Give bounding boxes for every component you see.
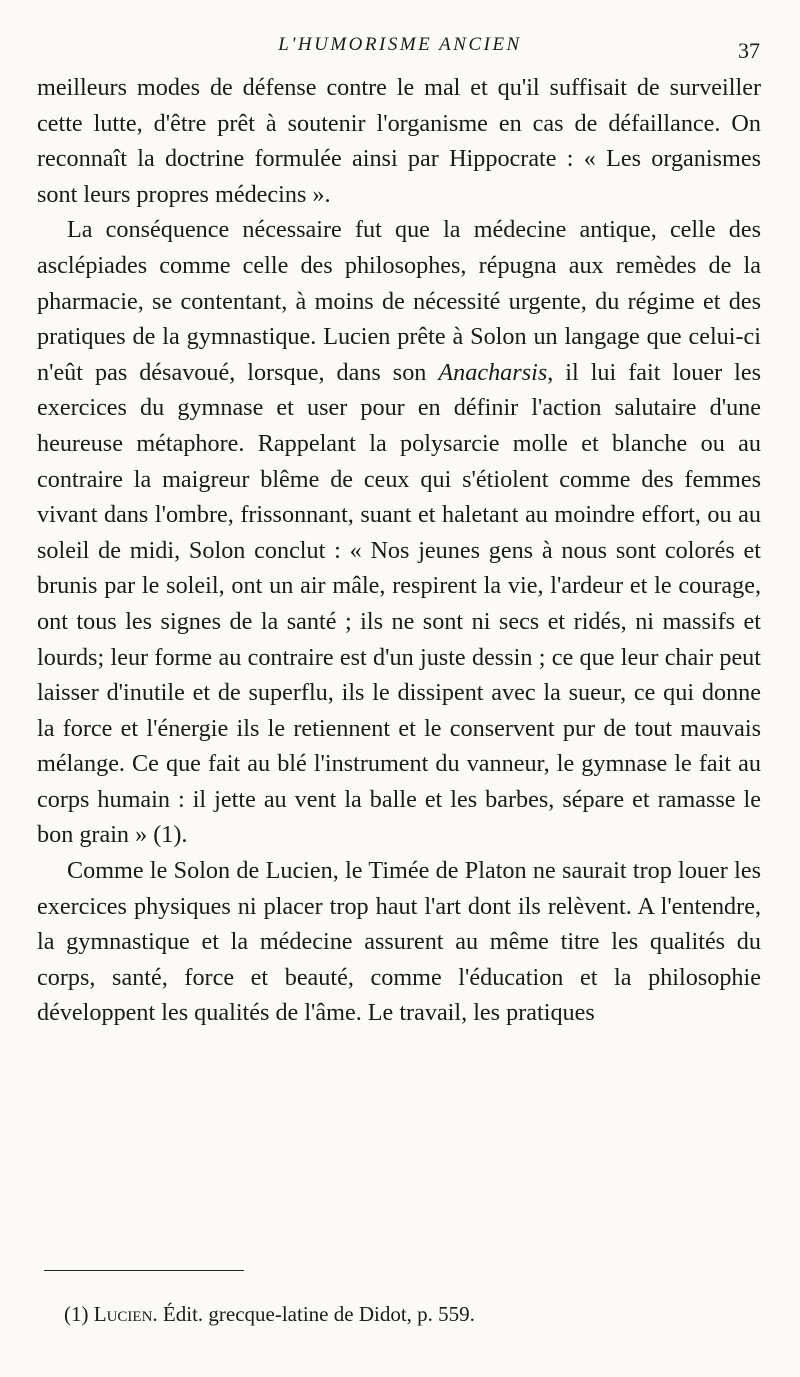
footnote-text: . Édit. grecque-latine de Didot, p. 559. xyxy=(152,1302,475,1326)
book-title-anacharsis: Anacharsis xyxy=(438,358,548,386)
paragraph-2 xyxy=(37,212,761,853)
footnote xyxy=(64,1302,475,1327)
footnote-author: Lucien xyxy=(93,1302,153,1326)
footnote-marker: (1) xyxy=(64,1302,94,1326)
running-title: L'HUMORISME ANCIEN xyxy=(278,34,522,55)
paragraph-2-text-start: La conséquence nécessaire fut que la médecine antique, celle des asclépiades comme celle des philosophes, répugna aux remèdes de la pharmacie, se contentant, à moins de nécessité urgente, du régime et des pratiques de la gymnastique. Lucien prête à Solon un langage que celui-ci n'eût pas désavoué, lorsque, dans son xyxy=(37,216,761,386)
page-number: 37 xyxy=(738,38,760,63)
paragraph-3: Comme le Solon de Lucien, le Timée de Platon ne saurait trop louer les exercices physiques ni placer trop haut l'art dont ils relèvent. A l'entendre, la gymnastique et la médecine assurent au même titre les qualités du corps, santé, force et beauté, comme l'éducation et la philosophie développent les qualités de l'âme. Le travail, les pratiques xyxy=(37,857,761,1027)
main-text xyxy=(37,70,761,1031)
paragraph-2-text-end: , il lui fait louer les exercices du gymnase et user pour en définir l'action salutaire d'une heureuse métaphore. Rappelant la polysarcie molle et blanche ou au contraire la maigreur blême de ceux qui s'étiolent comme des femmes vivant dans l'ombre, frissonnant, suant et haletant au moindre effort, ou au soleil de midi, Solon conclut : « Nos jeunes gens à nous sont colorés et brunis par le soleil, ont un air mâle, respirent la vie, l'ardeur et le courage, ont tous les signes de la santé ; ils ne sont ni secs et ridés, ni massifs et lourds; leur forme au contraire est d'un juste dessin ; ce que leur chair peut laisser d'inutile et de superflu, ils le dissipent avec la sueur, ce qui donne la force et l'énergie ils le retiennent et le conservent pur de tout mauvais mélange. Ce que fait au blé l'instrument du vanneur, le gymnase le fait au corps humain : il jette au vent la balle et les barbes, sépare et ramasse le bon grain » (1). xyxy=(37,358,761,849)
footnote-separator xyxy=(44,1270,244,1271)
paragraph-1: meilleurs modes de défense contre le mal et qu'il suffisait de surveiller cette lutte, d'être prêt à soutenir l'organisme en cas de défaillance. On reconnaît la doctrine formulée ainsi par Hippocrate : « Les organismes sont leurs propres médecins ». xyxy=(37,74,761,208)
